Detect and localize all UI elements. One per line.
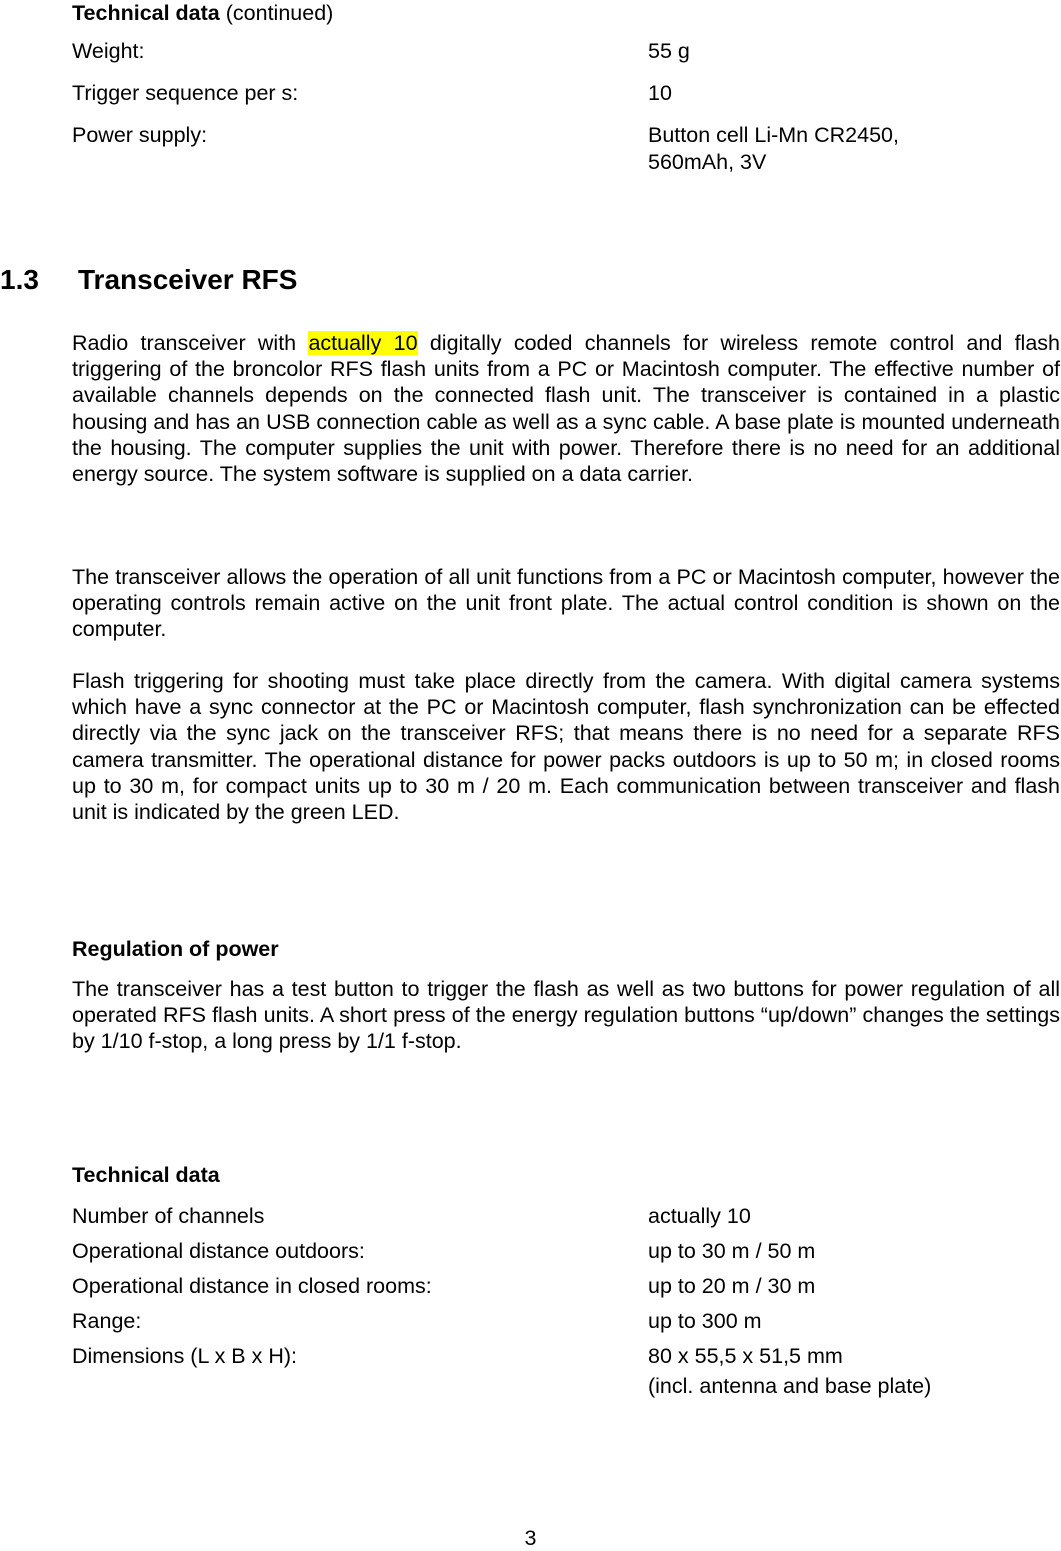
spec-value-weight: 55 g [648,39,690,63]
top-technical-data-heading-rest: (continued) [225,1,334,25]
section-heading [0,264,297,296]
spec-label-channels: Number of channels [72,1204,265,1228]
spec-value-dimensions-line2: (incl. antenna and base plate) [648,1374,932,1398]
spec-label-trigger-sequence: Trigger sequence per s: [72,81,299,105]
spec-value-trigger-sequence: 10 [648,81,672,105]
paragraph-intro [72,330,1060,487]
regulation-heading: Regulation of power [72,937,279,961]
top-technical-data-heading [72,0,333,26]
paragraph-intro-rest: digitally coded channels for wireless remote control and flash triggering of the broncolor RFS flash units from a PC or Macintosh computer. The effective number of available channels depends on the connected flash unit. The transceiver is contained in a plastic housing and has an USB connection cable as well as a sync cable. A base plate is mounted underneath the housing. The computer supplies the unit with power. Therefore there is no need for an additional energy source. The system software is supplied on a data carrier. [72,331,1060,487]
spec-value-range: up to 300 m [648,1309,762,1333]
highlighted-channel-count: actually 10 [308,331,418,355]
spec-value-power-supply-line1: Button cell Li-Mn CR2450, [648,123,899,147]
spec-label-power-supply: Power supply: [72,123,208,147]
section-number: 1.3 [0,264,39,295]
regulation-paragraph: The transceiver has a test button to trigger the flash as well as two buttons for power regulation of all operated RFS flash units. A short press of the energy regulation buttons “up/down” changes the settings by 1/10 f-stop, a long press by 1/1 f-stop. [72,977,1060,1054]
spec-value-distance-rooms: up to 20 m / 30 m [648,1274,816,1298]
paragraph-triggering: Flash triggering for shooting must take place directly from the camera. With digital camera systems which have a sync connector at the PC or Macintosh computer, flash synchronization can be effected directly via the sync jack on the transceiver RFS; that means there is no need for a separate RFS camera transmitter. The operational distance for power packs outdoors is up to 50 m; in closed rooms up to 30 m, for compact units up to 30 m / 20 m. Each communication between transceiver and flash unit is indicated by the green LED. [72,669,1060,825]
spec-value-dimensions-line1: 80 x 55,5 x 51,5 mm [648,1344,843,1368]
top-technical-data-heading-bold: Technical data [72,1,220,25]
spec-label-distance-rooms: Operational distance in closed rooms: [72,1274,432,1298]
spec-value-distance-outdoors: up to 30 m / 50 m [648,1239,816,1263]
paragraph-operation: The transceiver allows the operation of all unit functions from a PC or Macintosh computer, however the operating controls remain active on the unit front plate. The actual control condition is shown on the computer. [72,565,1060,642]
paragraph-intro-start: Radio transceiver with [72,331,309,355]
spec-label-distance-outdoors: Operational distance outdoors: [72,1239,365,1263]
spec-label-weight: Weight: [72,39,145,63]
section-title: Transceiver RFS [78,264,298,295]
spec-value-power-supply-line2: 560mAh, 3V [648,150,767,174]
spec-label-dimensions: Dimensions (L x B x H): [72,1344,298,1368]
page-number: 3 [524,1526,537,1550]
technical-data-heading: Technical data [72,1163,220,1187]
spec-label-range: Range: [72,1309,142,1333]
spec-value-channels: actually 10 [648,1204,751,1228]
